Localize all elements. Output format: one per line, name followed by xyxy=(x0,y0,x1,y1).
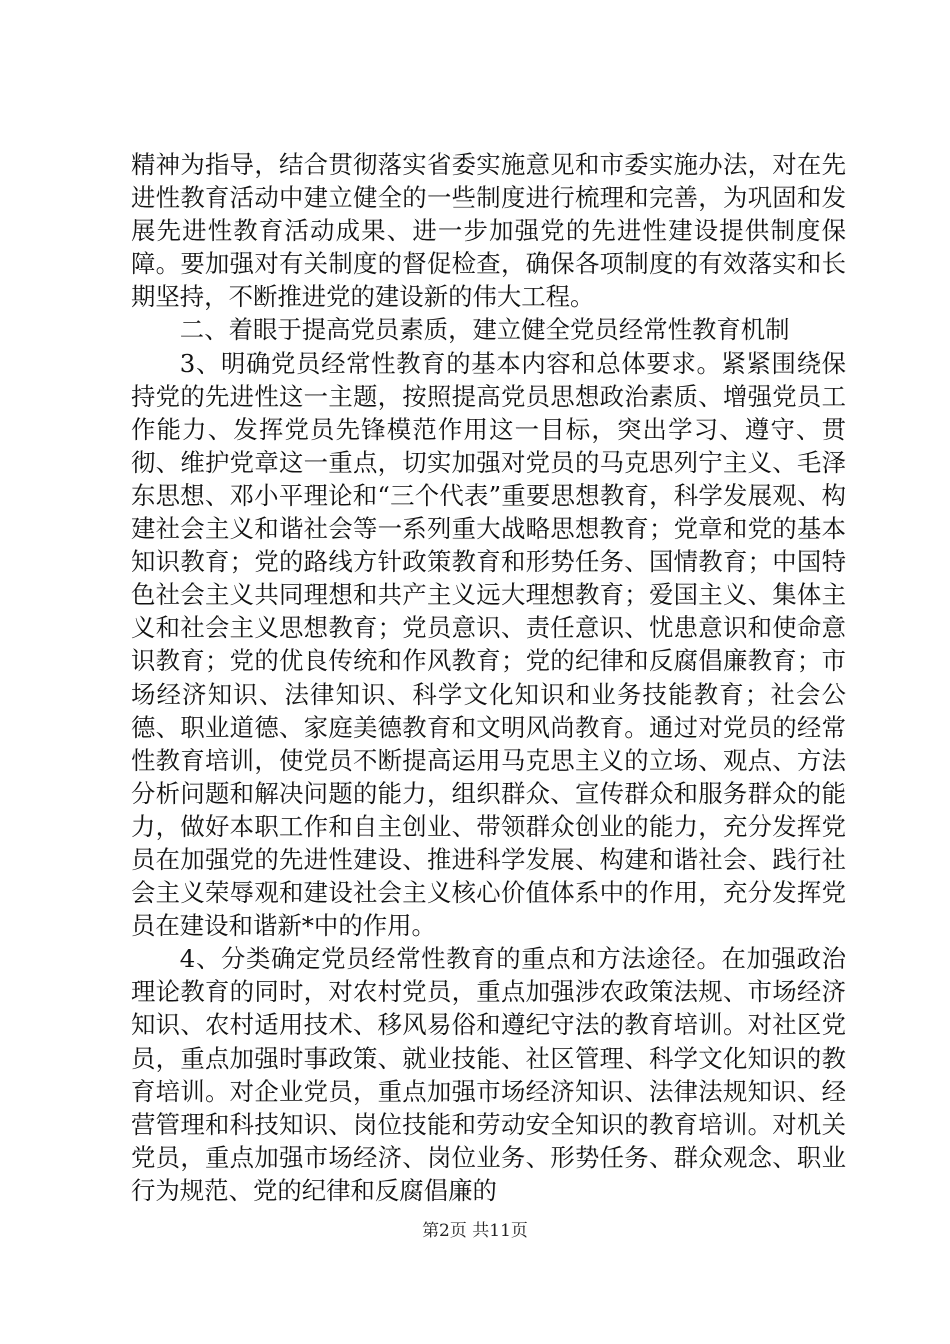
paragraph-continuation: 精神为指导，结合贯彻落实省委实施意见和市委实施办法，对在先进性教育活动中建立健全的一些制度进行梳理和完善，为巩固和发展先进性教育活动成果、进一步加强党的先进性建设提供制度保障。要加强对有关制度的督促检查，确保各项制度的有效落实和长期坚持，不断推进党的建设新的伟大工程。 xyxy=(131,150,846,312)
section-heading: 二、着眼于提高党员素质，建立健全党员经常性教育机制 xyxy=(179,315,790,345)
paragraph-item-4: 4、分类确定党员经常性教育的重点和方法途径。在加强政治理论教育的同时，对农村党员，重点加强涉农政策法规、市场经济知识、农村适用技术、移风易俗和遵纪守法的教育培训。对社区党员，重点加强时事政策、就业技能、社区管理、科学文化知识的教育培训。对企业党员，重点加强市场经济知识、法律法规知识、经营管理和科技知识、岗位技能和劳动安全知识的教育培训。对机关党员，重点加强市场经济、岗位业务、形势任务、群众观念、职业行为规范、党的纪律和反腐倡廉的 xyxy=(131,944,846,1205)
page-number-footer: 第2页 共11页 xyxy=(422,1221,528,1241)
document-body xyxy=(131,148,846,1207)
paragraph-item-3: 3、明确党员经常性教育的基本内容和总体要求。紧紧围绕保持党的先进性这一主题，按照提高党员思想政治素质、增强党员工作能力、发挥党员先锋模范作用这一目标，突出学习、遵守、贯彻、维护党章这一重点，切实加强对党员的马克思列宁主义、毛泽东思想、邓小平理论和“三个代表”重要思想教育，科学发展观、构建社会主义和谐社会等一系列重大战略思想教育；党章和党的基本知识教育；党的路线方针政策教育和形势任务、国情教育；中国特色社会主义共同理想和共产主义远大理想教育；爱国主义、集体主义和社会主义思想教育；党员意识、责任意识、忧患意识和使命意识教育；党的优良传统和作风教育；党的纪律和反腐倡廉教育；市场经济知识、法律知识、科学文化知识和业务技能教育；社会公德、职业道德、家庭美德教育和文明风尚教育。通过对党员的经常性教育培训，使党员不断提高运用马克思主义的立场、观点、方法分析问题和解决问题的能力，组织群众、宣传群众和服务群众的能力，做好本职工作和自主创业、带领群众创业的能力，充分发挥党员在加强党的先进性建设、推进科学发展、构建和谐社会、践行社会主义荣辱观和建设社会主义核心价值体系中的作用，充分发挥党员在建设和谐新*中的作用。 xyxy=(131,348,846,941)
